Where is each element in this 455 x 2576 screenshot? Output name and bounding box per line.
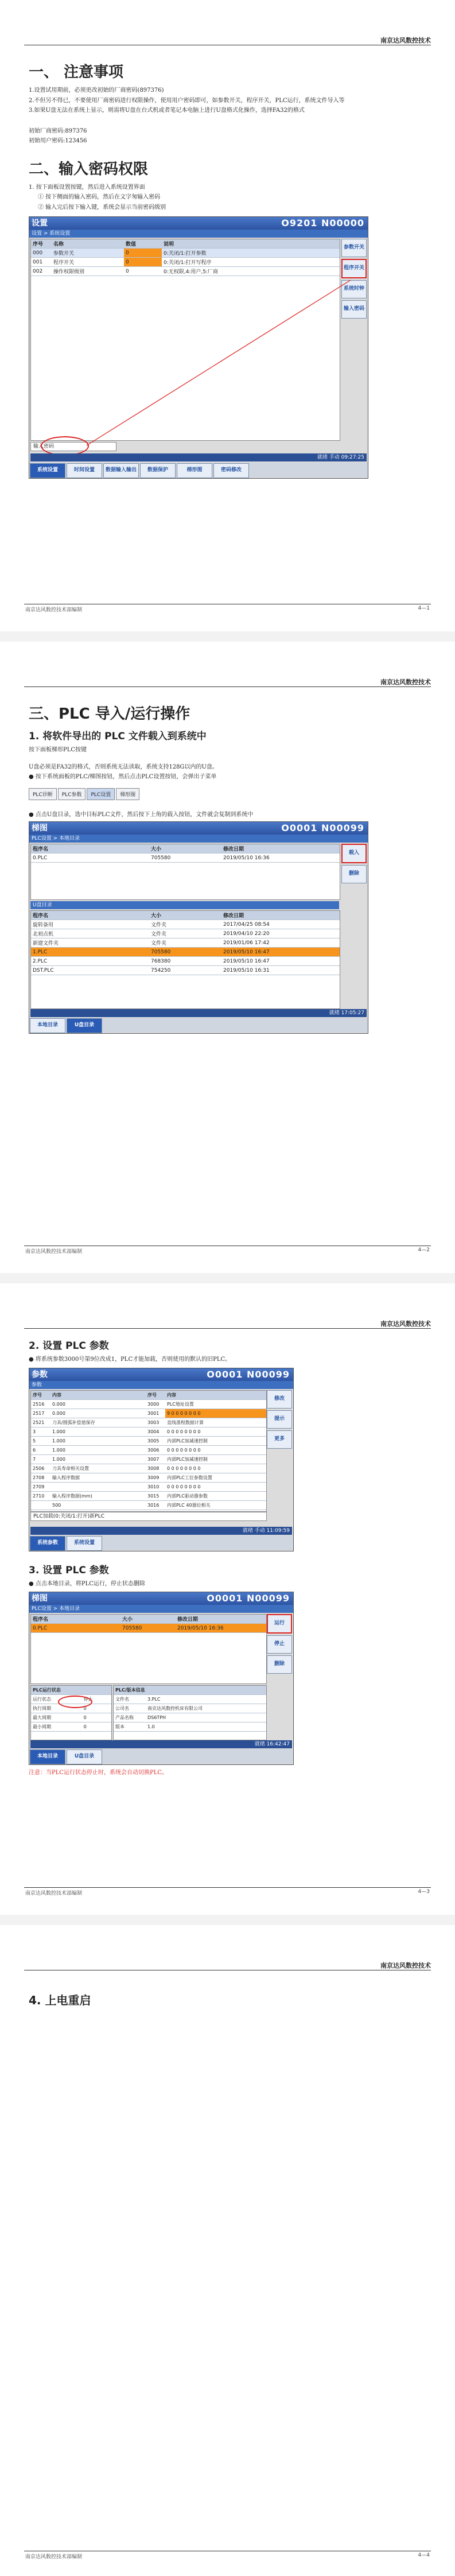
cell: 内部PLC加减速控制: [165, 1454, 266, 1464]
breadcrumb: 设置 > 系统设置: [29, 230, 368, 238]
plc-run-status-panel: [30, 1685, 112, 1740]
input-password-softkey[interactable]: 输入密码: [341, 300, 367, 319]
cell: 0.000: [50, 1409, 146, 1418]
system-params-softkey[interactable]: 系统参数: [30, 1536, 65, 1551]
cell: 705580: [149, 948, 221, 957]
page-number: 4—1: [418, 606, 430, 611]
data-protect-softkey[interactable]: 数据保护: [140, 463, 176, 478]
table-row[interactable]: [31, 929, 340, 938]
status-text: 就绪 17:05:27: [329, 1010, 364, 1016]
cell: 1.0: [146, 1722, 266, 1732]
cell: 0: [124, 258, 162, 267]
table-row[interactable]: [31, 1436, 266, 1445]
cell: 3: [31, 1427, 50, 1436]
modify-softkey[interactable]: 修改: [267, 1390, 292, 1409]
cell: 文件名: [114, 1695, 146, 1704]
cell: 1.000: [50, 1436, 146, 1445]
subsection-title: 2. 设置 PLC 参数: [29, 1340, 109, 1352]
system-settings-softkey[interactable]: 系统设置: [30, 463, 65, 478]
table-row[interactable]: [31, 1418, 266, 1427]
subsection-title-reboot: 4. 上电重启: [29, 1993, 91, 2007]
time-settings-softkey[interactable]: 时间设置: [67, 463, 102, 478]
cell: 2710: [31, 1491, 50, 1500]
status-bar: [30, 1009, 367, 1017]
udisk-dir-softkey[interactable]: U盘目录: [67, 1018, 102, 1033]
hint-softkey[interactable]: 提示: [267, 1410, 292, 1429]
param-switch-softkey[interactable]: 参数开关: [341, 239, 367, 257]
panel-header: PLC运行状态: [31, 1686, 111, 1695]
udisk-dir-softkey[interactable]: U盘目录: [67, 1749, 102, 1764]
vendor-password: 初始厂商密码:897376: [29, 127, 87, 134]
step-1b: ② 输入完后按下输入键，系统会显示当前密码级别: [38, 204, 166, 211]
run-state-value: 停止: [82, 1695, 111, 1704]
plc-param-button[interactable]: PLC参数: [58, 788, 86, 800]
table-row[interactable]: [31, 1464, 266, 1473]
cell: DS6TPH: [146, 1713, 266, 1722]
cell: 2019/05/10 16:36: [221, 854, 340, 863]
breadcrumb: PLC设置 > 本地目录: [29, 835, 368, 843]
ladder-button[interactable]: 梯形图: [116, 788, 139, 800]
cell: 输入程序数据: [50, 1473, 146, 1482]
table-row-selected[interactable]: [31, 1624, 266, 1633]
cell: 3015: [146, 1491, 165, 1500]
cell: DST.PLC: [31, 966, 149, 975]
col-header: 修改日期: [221, 911, 340, 920]
page-number: 4—3: [418, 1889, 430, 1895]
col-header: 名称: [52, 239, 124, 249]
cell: 程序开关: [52, 258, 124, 267]
col-header: 数值: [124, 239, 162, 249]
side-softkeys: [267, 1614, 292, 1675]
col-header: 大小: [149, 911, 221, 920]
cell: 0:关闭/1:打开参数: [162, 249, 340, 258]
table-row[interactable]: [31, 854, 340, 863]
cell: 3001: [146, 1409, 165, 1418]
table-row[interactable]: [31, 1399, 266, 1409]
cell: 2019/05/10 16:36: [176, 1624, 266, 1633]
col-header: 序号: [31, 1391, 50, 1400]
cell: 0.PLC: [31, 1624, 120, 1633]
cell: 0: [82, 1713, 111, 1722]
table-row[interactable]: [31, 920, 340, 929]
cell: 内部PLC加减速控制: [165, 1436, 266, 1445]
local-file-table: [31, 844, 340, 863]
cell: PLC地址设置: [165, 1399, 266, 1409]
cell: 0: [124, 249, 162, 258]
table-row[interactable]: [31, 957, 340, 966]
table-row[interactable]: [31, 1482, 266, 1491]
local-file-table: [31, 1615, 266, 1633]
col-header: 程序名: [31, 844, 149, 854]
cell: 0.000: [50, 1399, 146, 1409]
system-clock-softkey[interactable]: 系统时钟: [341, 280, 367, 298]
udisk-label: U盘目录: [30, 901, 339, 909]
cell: 输入程序数据(mm): [50, 1491, 146, 1500]
cell: 参数开关: [52, 249, 124, 258]
cell: 3007: [146, 1454, 165, 1464]
cell: 最小周期: [31, 1722, 82, 1732]
program-code: O9201 N00000: [281, 218, 364, 228]
cell: 5: [31, 1436, 50, 1445]
screen-title-text: 梯图: [32, 1594, 48, 1603]
usb-note: U盘必须是FA32的格式，否则系统无法读取，系统支持128G以内的U盘。: [29, 763, 218, 770]
step-1: 1. 按下面板设置按键，然后进入系统设置界面: [29, 184, 145, 191]
table-row[interactable]: [31, 1491, 266, 1500]
cell: 操作权限级别: [52, 267, 124, 276]
password-input[interactable]: 输入密码: [30, 442, 116, 451]
warning-note: 注意：当PLC运行状态停止时，系统会自动切换PLC。: [29, 1770, 168, 1776]
params-table: [31, 1391, 266, 1510]
cell: 6: [31, 1445, 50, 1454]
data-io-softkey[interactable]: 数据输入输出: [103, 463, 139, 478]
cell: 705580: [149, 854, 221, 863]
bottom-softkeys: [29, 1535, 293, 1550]
load-softkey[interactable]: 载入: [341, 844, 367, 863]
cell: 0 0 0 0 0 0 0 0: [165, 1464, 266, 1473]
cell: 旋转备用: [31, 920, 149, 929]
table-row[interactable]: [31, 1427, 266, 1436]
cell: 公司名: [114, 1704, 146, 1713]
cell: 直线准程数据计算: [165, 1418, 266, 1427]
cell: 产品名称: [114, 1713, 146, 1722]
side-softkeys: [341, 844, 367, 885]
status-text: 就绪 16:42:47: [254, 1741, 290, 1747]
cell: 文件夹: [149, 938, 221, 948]
delete-softkey[interactable]: 删除: [341, 865, 367, 883]
cell: 3006: [146, 1445, 165, 1454]
table-row[interactable]: [31, 1500, 266, 1510]
step-text: ● 点击U盘目录，选中目标PLC文件，然后按下上角的载入按钮，文件就会复制到系统中: [29, 811, 254, 818]
col-header: 程序名: [31, 1615, 120, 1624]
cell: 0 0 0 0 0 0 0 0: [165, 1427, 266, 1436]
cell: 2019/05/10 16:47: [221, 948, 340, 957]
page-footer: [24, 1887, 431, 1896]
screen-title-text: 梯图: [32, 824, 48, 833]
cell: 2019/01/06 17:42: [221, 938, 340, 948]
cell: 刀具/圆弧补偿值保存: [50, 1418, 146, 1427]
cell: 内部PLC工位参数设置: [165, 1473, 266, 1482]
callout-line: [29, 217, 368, 478]
subsection-title: 3. 设置 PLC 参数: [29, 1564, 109, 1576]
cell: 2019/04/10 22:20: [221, 929, 340, 938]
step-text: ● 将系统参数3000号第9位改成1，PLC才能加载，否则使用的默认的旧PLC。: [29, 1356, 231, 1363]
cnc-screen-plc-status: [29, 1592, 294, 1765]
cell: 3000: [146, 1399, 165, 1409]
user-password: 初始用户密码:123456: [29, 138, 87, 144]
plc-version-panel: [113, 1685, 267, 1740]
bottom-softkeys: [29, 1018, 368, 1033]
local-dir-softkey[interactable]: 本地目录: [30, 1749, 65, 1764]
more-softkey[interactable]: 更多: [267, 1430, 292, 1449]
table-row[interactable]: [31, 1473, 266, 1482]
cell: 3004: [146, 1427, 165, 1436]
page-number: 4—4: [418, 2552, 430, 2558]
cell: 0: [82, 1704, 111, 1713]
cell: 2521: [31, 1418, 50, 1427]
footer-text: 南京达风数控技术部编制: [25, 1891, 83, 1896]
plc-menu-buttons: [29, 787, 426, 800]
cell: 版本: [114, 1722, 146, 1732]
cell: 3008: [146, 1464, 165, 1473]
status-bar: [30, 1527, 292, 1535]
page-footer: [24, 604, 431, 612]
screen-title: [29, 822, 368, 835]
cell: 新建文件夹: [31, 938, 149, 948]
cell: 0.PLC: [31, 854, 149, 863]
param-message: PLC加载(0:关闭/1:打开)新PLC: [30, 1512, 267, 1521]
step-text: ● 按下系统面板的PLC/梯图按钮，然后点击PLC设置按钮，会弹出子菜单: [29, 774, 217, 780]
page-2: [0, 642, 455, 1273]
cell: 最大周期: [31, 1713, 82, 1722]
step-1a: ① 按下侧面的输入密码，然后在文字匆输入密码: [38, 194, 161, 200]
udisk-panel: [30, 910, 340, 1009]
ladder-softkey[interactable]: 梯形图: [177, 463, 212, 478]
cell: 1.000: [50, 1445, 146, 1454]
cell: 内部PLC驱动器参数: [165, 1491, 266, 1500]
local-dir-softkey[interactable]: 本地目录: [30, 1018, 65, 1033]
cell: 0 0 0 0 0 0 0 0: [165, 1482, 266, 1491]
cell: 2019/05/10 16:31: [221, 966, 340, 975]
note-2: 2.不但另不得已，不要使用厂商密码进行权限操作，使用用户密码即可，如参数开关，程序开关，PLC运行，系统文件导入等: [29, 97, 345, 104]
cell: 3010: [146, 1482, 165, 1491]
page-header: 南京达风数控技术: [24, 36, 431, 45]
cell: 2506: [31, 1464, 50, 1473]
cell: 9 0 0 0 0 0 0 0: [165, 1409, 266, 1418]
col-header: 大小: [120, 1615, 176, 1624]
page-1: [0, 0, 455, 631]
cell: 7: [31, 1454, 50, 1464]
col-header: 修改日期: [176, 1615, 266, 1624]
page-footer: [24, 2551, 431, 2559]
run-status-table: [31, 1686, 111, 1732]
cell: 0:无权限,4:用户,5:厂商: [162, 267, 340, 276]
cell: 2019/05/10 16:47: [221, 957, 340, 966]
cell: 754250: [149, 966, 221, 975]
breadcrumb: 参数: [29, 1381, 293, 1389]
screen-title-text: 参数: [32, 1370, 48, 1379]
cell: 2709: [31, 1482, 50, 1491]
page-footer: [24, 1246, 431, 1254]
cell: 001: [31, 258, 52, 267]
program-switch-softkey[interactable]: 程序开关: [341, 259, 367, 278]
cell: 3005: [146, 1436, 165, 1445]
bottom-softkeys: [29, 1749, 293, 1764]
panel-header: PLC/版本信息: [114, 1686, 266, 1695]
note-1: 1.设置试用期前，必须更改初始的厂商密码(897376): [29, 87, 164, 94]
cell: 2516: [31, 1399, 50, 1409]
cell: 2.PLC: [31, 957, 149, 966]
section-title-plc: 三、PLC 导入/运行操作: [29, 705, 190, 723]
cell: 南京达风数控机床有限公司: [146, 1704, 266, 1713]
section-title-notes: 一、 注意事项: [29, 64, 124, 81]
run-softkey[interactable]: 运行: [267, 1614, 292, 1634]
delete-softkey[interactable]: 删除: [267, 1655, 292, 1674]
note-3: 3.如果U盘无法在系统上显示，则需将U盘在台式机或者笔记本电脑上进行U盘格式化操作，选择FA32的格式: [29, 107, 305, 114]
cell: 500: [50, 1500, 146, 1510]
cell: 0:关闭/1:打开写程序: [162, 258, 340, 267]
cell: 刀具寿命相关设置: [50, 1464, 146, 1473]
cell: 000: [31, 249, 52, 258]
table-row[interactable]: [31, 966, 340, 975]
cell: [50, 1482, 146, 1491]
cnc-screen-settings: [29, 216, 368, 479]
version-table: [114, 1686, 266, 1732]
cell: 2017/04/25 08:54: [221, 920, 340, 929]
highlight-circle: [58, 1696, 92, 1708]
cell: 北初点机: [31, 929, 149, 938]
password-change-softkey[interactable]: 密码修改: [213, 463, 249, 478]
step-text: ● 点击本地目录，将PLC运行，停止状态删除: [29, 1580, 145, 1587]
program-code: O0001 N00099: [207, 1593, 290, 1604]
cell: 3016: [146, 1500, 165, 1510]
cell: 文件夹: [149, 920, 221, 929]
cell: 1.000: [50, 1427, 146, 1436]
cell: 文件夹: [149, 929, 221, 938]
params-table-panel: [30, 1390, 267, 1512]
cell: 0: [82, 1722, 111, 1732]
status-text: 就绪 手动 11:09:59: [242, 1527, 290, 1534]
page-3: [0, 1283, 455, 1915]
page-header: 南京达风数控技术: [24, 677, 431, 687]
cnc-screen-params: [29, 1368, 294, 1551]
udisk-file-table: [31, 911, 340, 975]
cell: 运行状态: [31, 1695, 82, 1704]
cell: 2708: [31, 1473, 50, 1482]
cell: [31, 1500, 50, 1510]
cell: 3009: [146, 1473, 165, 1482]
cell: 内部PLC 40器位相关: [165, 1500, 266, 1510]
subsection-title: 1. 将软件导出的 PLC 文件载入到系统中: [29, 731, 207, 742]
col-header: 序号: [31, 239, 52, 249]
status-bar: [30, 1740, 292, 1748]
table-row[interactable]: [31, 1445, 266, 1454]
cell: 768380: [149, 957, 221, 966]
col-header: 修改日期: [221, 844, 340, 854]
page-header: 南京达风数控技术: [24, 1319, 431, 1329]
footer-text: 南京达风数控技术部编制: [25, 607, 83, 613]
status-text: 就绪 手动 09:27:25: [317, 455, 364, 460]
table-row[interactable]: [31, 1454, 266, 1464]
col-header: 大小: [149, 844, 221, 854]
cell: 0: [124, 267, 162, 276]
page-4: [0, 1925, 455, 2576]
page-header: 南京达风数控技术: [24, 1961, 431, 1970]
cell: 执行周期: [31, 1704, 82, 1713]
screen-title-text: 设置: [32, 219, 48, 228]
plc-diag-button[interactable]: PLC诊断: [29, 788, 57, 800]
screen-title: [29, 1592, 293, 1605]
col-header: 内容: [50, 1391, 146, 1400]
footer-text: 南京达风数控技术部编制: [25, 2554, 83, 2560]
side-softkeys: [267, 1390, 292, 1450]
cell: 0 0 0 0 0 0 0 0: [165, 1445, 266, 1454]
table-row[interactable]: [31, 938, 340, 948]
stop-softkey[interactable]: 停止: [267, 1635, 292, 1654]
page-number: 4—2: [418, 1247, 430, 1253]
step-text: 按下面板梯形PLC按键: [29, 747, 87, 753]
col-header: 内容: [165, 1391, 266, 1400]
local-dir-panel: [30, 844, 340, 900]
cell: 002: [31, 267, 52, 276]
col-header: 说明: [162, 239, 340, 249]
screen-title: [29, 1368, 293, 1381]
table-row-selected[interactable]: [31, 948, 340, 957]
plc-setting-button[interactable]: PLC设置: [87, 788, 115, 800]
cnc-screen-ladder: [29, 821, 368, 1034]
cell: 2517: [31, 1409, 50, 1418]
local-dir-panel: [30, 1614, 267, 1684]
cell: 705580: [120, 1624, 176, 1633]
program-code: O0001 N00099: [281, 823, 364, 833]
cell: 1.000: [50, 1454, 146, 1464]
col-header: 程序名: [31, 911, 149, 920]
cell: 3.PLC: [146, 1695, 266, 1704]
cell: 3003: [146, 1418, 165, 1427]
section-title-password: 二、输入密码权限: [29, 160, 149, 178]
col-header: 序号: [146, 1391, 165, 1400]
cell: 1.PLC: [31, 948, 149, 957]
table-row[interactable]: [31, 1409, 266, 1418]
program-code: O0001 N00099: [207, 1368, 290, 1380]
breadcrumb: PLC设置 > 本地目录: [29, 1605, 293, 1613]
system-settings-softkey[interactable]: 系统设置: [67, 1536, 102, 1551]
footer-text: 南京达风数控技术部编制: [25, 1249, 83, 1255]
